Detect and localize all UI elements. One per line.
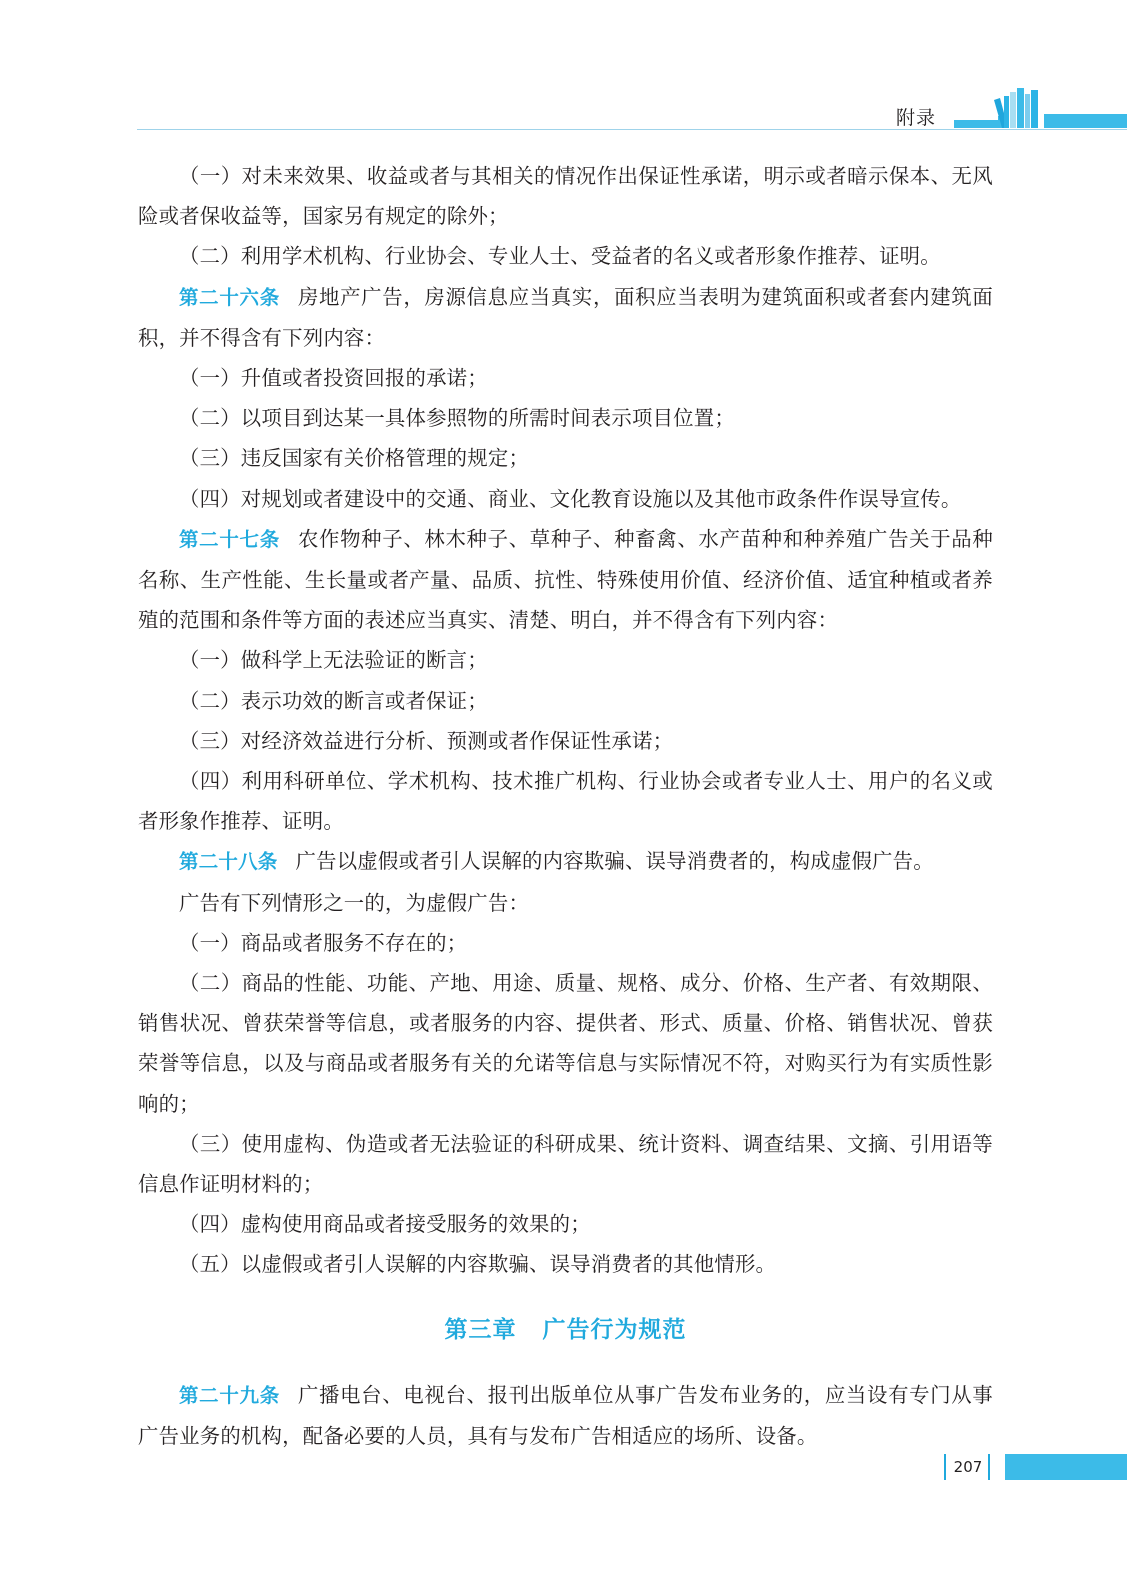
page-number-divider bbox=[944, 1454, 946, 1480]
article-paragraph: 第二十七条 农作物种子、林木种子、草种子、种畜禽、水产苗种和种养殖广告关于品种名称、生产性能、生长量或者产量、品质、抗性、特殊使用价值、经济价值、适宜种植或者养殖的范围和条件等方面的表述应当真实、清楚、明白，并不得含有下列内容： bbox=[138, 526, 993, 633]
paragraph: （二）商品的性能、功能、产地、用途、质量、规格、成分、价格、生产者、有效期限、销售状况、曾获荣誉等信息，或者服务的内容、提供者、形式、质量、价格、销售状况、曾获荣誉等信息，以及与商品或者服务有关的允诺等信息与实际情况不符，对购买行为有实质性影响的； bbox=[138, 971, 993, 1116]
article-paragraph: 第二十八条 广告以虚假或者引人误解的内容欺骗、误导消费者的，构成虚假广告。 bbox=[179, 849, 934, 874]
article-number: 第二十七条 bbox=[179, 527, 280, 551]
chapter-title: 广告行为规范 bbox=[542, 1316, 687, 1343]
paragraph: （四）利用科研单位、学术机构、技术推广机构、行业协会或者专业人士、用户的名义或者形象作推荐、证明。 bbox=[138, 769, 993, 834]
article-number: 第二十六条 bbox=[179, 285, 280, 309]
paragraph: （二）以项目到达某一具体参照物的所需时间表示项目位置； bbox=[179, 406, 735, 431]
document-body bbox=[138, 156, 993, 1456]
header-rule bbox=[137, 129, 1127, 130]
article-number: 第二十九条 bbox=[179, 1383, 280, 1407]
page-number-divider bbox=[988, 1454, 990, 1480]
paragraph: （五）以虚假或者引人误解的内容欺骗、误导消费者的其他情形。 bbox=[179, 1252, 777, 1277]
article-paragraph: 第二十六条 房地产广告，房源信息应当真实，面积应当表明为建筑面积或者套内建筑面积，并不得含有下列内容： bbox=[138, 284, 993, 350]
paragraph: （三）对经济效益进行分析、预测或者作保证性承诺； bbox=[179, 728, 674, 753]
article-number: 第二十八条 bbox=[179, 850, 278, 874]
paragraph: （一）升值或者投资回报的承诺； bbox=[179, 366, 488, 391]
paragraph: （四）对规划或者建设中的交通、商业、文化教育设施以及其他市政条件作误导宣传。 bbox=[179, 486, 962, 511]
chapter-heading bbox=[138, 1285, 993, 1375]
article-paragraph: 第二十九条 广播电台、电视台、报刊出版单位从事广告发布业务的，应当设有专门从事广告业务的机构，配备必要的人员，具有与发布广告相适应的场所、设备。 bbox=[138, 1382, 993, 1448]
paragraph: （一）做科学上无法验证的断言； bbox=[179, 648, 488, 673]
paragraph: （三）违反国家有关价格管理的规定； bbox=[179, 446, 530, 471]
paragraph: （四）虚构使用商品或者接受服务的效果的； bbox=[179, 1212, 591, 1237]
page-number: 207 bbox=[953, 1458, 983, 1476]
paragraph: （三）使用虚构、伪造或者无法验证的科研成果、统计资料、调查结果、文摘、引用语等信息作证明材料的； bbox=[138, 1131, 993, 1197]
header-label: 附录 bbox=[896, 107, 937, 129]
paragraph: （二）表示功效的断言或者保证； bbox=[179, 688, 488, 713]
paragraph: （二）利用学术机构、行业协会、专业人士、受益者的名义或者形象作推荐、证明。 bbox=[179, 244, 941, 269]
paragraph: 广告有下列情形之一的，为虚假广告： bbox=[179, 890, 530, 915]
footer-color-block bbox=[1005, 1454, 1127, 1480]
chapter-number: 第三章 bbox=[444, 1316, 517, 1343]
paragraph: （一）商品或者服务不存在的； bbox=[179, 930, 468, 955]
bookshelf-icon bbox=[954, 86, 1127, 130]
paragraph: （一）对未来效果、收益或者与其相关的情况作出保证性承诺，明示或者暗示保本、无风险或者保收益等，国家另有规定的除外； bbox=[138, 164, 993, 229]
